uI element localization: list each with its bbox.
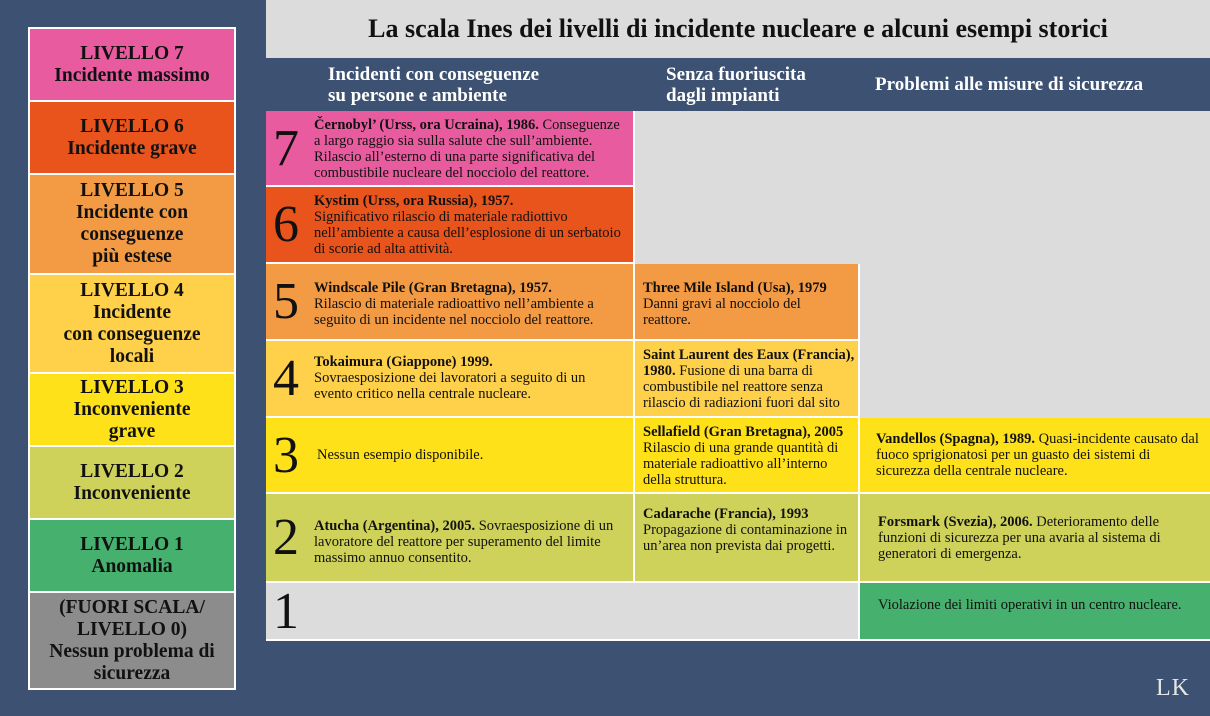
cell-level5-no-release (635, 264, 860, 341)
cell-level3-safety (860, 418, 1210, 494)
author-signature: LK (1156, 675, 1190, 701)
example-title: Forsmark (Svezia), 2006. (878, 514, 1033, 530)
row-number-4: 4 (266, 341, 306, 418)
legend-level-4: LIVELLO 4 Incidente con conseguenze locali (30, 275, 234, 374)
cell-level1-empty (306, 583, 860, 641)
example-text: Rilascio di materiale radioattivo nell’ambiente a seguito di un incidente nel nocciolo del reattore. (314, 296, 594, 328)
example-text: Fusione di una barra di combustibile nel reattore senza rilascio di radiazioni fuori dal sito (643, 363, 840, 411)
legend-level-7: LIVELLO 7 Incidente massimo (30, 29, 234, 102)
header-no-release: Senza fuoriuscita dagli impianti (666, 63, 806, 106)
legend-level-2: LIVELLO 2 Inconveniente (30, 447, 234, 520)
example-text: Danni gravi al nocciolo del reattore. (643, 296, 801, 328)
example-title: Saint Laurent des Eaux (Francia), 1980. (643, 347, 855, 379)
example-text: Conseguenze a largo raggio sia sulla salute che sull’ambiente. Rilascio all’esterno di una parte significativa del combustibile nucleare del nocciolo del reattore. (314, 117, 620, 181)
row-number-3: 3 (266, 418, 306, 494)
example-text: Quasi-incidente causato dal fuoco sprigionatosi per un guasto dei sistemi di sicurezza della centrale nucleare. (876, 431, 1199, 479)
cell-level5-consequences (306, 264, 635, 341)
example-title: Three Mile Island (Usa), 1979 (643, 280, 827, 296)
cell-level4-consequences (306, 341, 635, 418)
header-consequences: Incidenti con conseguenze su persone e ambiente (328, 63, 540, 106)
example-title: Tokaimura (Giappone) 1999. (314, 354, 493, 370)
legend-level-6: LIVELLO 6 Incidente grave (30, 102, 234, 175)
legend-level-1: LIVELLO 1 Anomalia (30, 520, 234, 593)
example-text: Deterioramento delle funzioni di sicurezza per una avaria al sistema di generatori di emergenza. (878, 514, 1161, 562)
cell-level2-consequences (306, 494, 635, 583)
row-number-1: 1 (266, 583, 306, 641)
cell-level2-no-release (635, 494, 860, 583)
example-title: Vandellos (Spagna), 1989. (876, 431, 1036, 447)
row-number-7: 7 (266, 111, 306, 187)
example-text: Sovraesposizione di un lavoratore del reattore per superamento del limite massimo annuo consentito. (314, 518, 614, 566)
cell-level6-consequences (306, 187, 635, 264)
example-title: Windscale Pile (Gran Bretagna), 1957. (314, 280, 552, 296)
title-bar (266, 0, 1210, 58)
row-number-2: 2 (266, 494, 306, 583)
cell-level4-no-release (635, 341, 860, 418)
header-safety: Problemi alle misure di sicurezza (875, 74, 1144, 95)
example-text: Rilascio di una grande quantità di materiale radioattivo all’interno della struttura. (643, 440, 839, 488)
example-text: Violazione dei limiti operativi in un centro nucleare. (878, 597, 1182, 613)
legend-level-5: LIVELLO 5 Incidente con conseguenze più estese (30, 175, 234, 275)
example-title: Cadarache (Francia), 1993 (643, 506, 809, 522)
example-title: Černobyl’ (Urss, ora Ucraina), 1986. (314, 117, 539, 133)
cell-level7-consequences (306, 111, 635, 187)
cell-level3-consequences (306, 418, 635, 494)
cell-level2-safety (860, 494, 1210, 583)
page-title: La scala Ines dei livelli di incidente nucleare e alcuni esempi storici (368, 14, 1108, 43)
row-number-5: 5 (266, 264, 306, 341)
example-text: Nessun esempio disponibile. (317, 447, 484, 463)
example-text: Significativo rilascio di materiale radiottivo nell’ambiente a causa dell’esplosione di un serbatoio di scorie ad alta attività. (314, 209, 621, 257)
level-legend (28, 27, 236, 690)
example-text: Sovraesposizione dei lavoratori a seguito di un evento critico nella centrale nucleare. (314, 370, 586, 402)
row-number-6: 6 (266, 187, 306, 264)
cell-level3-no-release (635, 418, 860, 494)
example-title: Kystim (Urss, ora Russia), 1957. (314, 193, 514, 209)
cell-level1-safety (860, 583, 1210, 641)
legend-level-0: (FUORI SCALA/ LIVELLO 0) Nessun problema di sicurezza (30, 593, 234, 688)
example-text: Propagazione di contaminazione in un’area non prevista dai progetti. (643, 522, 848, 554)
example-title: Sellafield (Gran Bretagna), 2005 (643, 424, 844, 440)
example-title: Atucha (Argentina), 2005. (314, 518, 476, 534)
legend-level-3: LIVELLO 3 Inconveniente grave (30, 374, 234, 447)
